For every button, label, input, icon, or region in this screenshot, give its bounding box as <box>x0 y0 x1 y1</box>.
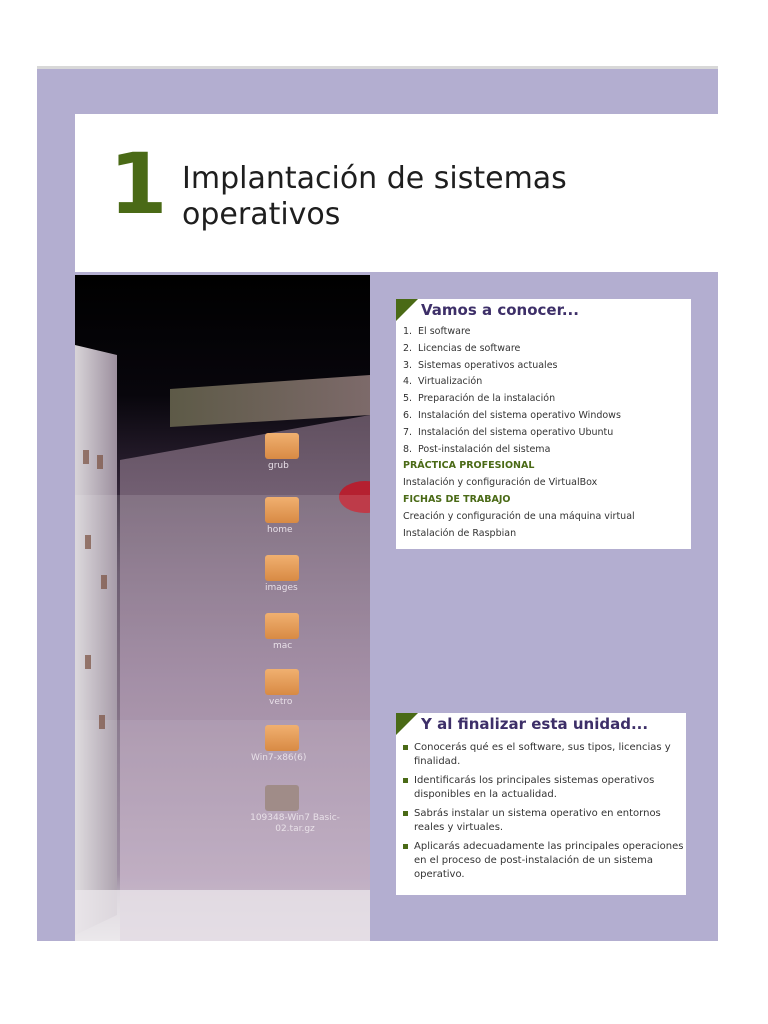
list-item: Identificarás los principales sistemas operativos disponibles en la actualidad. <box>402 774 684 802</box>
folder-label-win7: Win7-x86(6) <box>251 753 307 763</box>
folder-label-vetro: vetro <box>269 697 293 707</box>
list-item: 1. El software <box>403 326 471 337</box>
green-flag-icon <box>396 713 418 735</box>
practica-text: Instalación y configuración de VirtualBox <box>403 477 598 489</box>
list-item: 8. Post-instalación del sistema <box>403 443 551 455</box>
folder-label-grub: grub <box>268 461 289 471</box>
chapter-title <box>182 161 652 233</box>
objectives-title: Y al finalizar esta unidad... <box>421 715 649 733</box>
bullet-square-icon <box>403 745 408 750</box>
bullet-square-icon <box>403 778 408 783</box>
cover-photo <box>75 275 370 941</box>
green-flag-icon <box>396 299 418 321</box>
list-item: 2. Licencias de software <box>403 342 521 354</box>
objectives-box <box>396 713 686 895</box>
folder-label-mac: mac <box>273 641 293 651</box>
chapter-title-line2: operativos <box>182 197 341 232</box>
list-item: 7. Instalación del sistema operativo Ubuntu <box>403 426 614 438</box>
bullet-square-icon <box>403 811 408 816</box>
topics-list <box>403 324 688 542</box>
fichas-item: Instalación de Raspbian <box>403 527 517 539</box>
list-item: Conocerás qué es el software, sus tipos, licencias y finalidad. <box>402 741 684 769</box>
list-item: Sabrás instalar un sistema operativo en entornos reales y virtuales. <box>402 807 684 835</box>
desktop-cube-illustration <box>75 275 370 941</box>
objectives-header <box>396 713 686 737</box>
book-page <box>37 66 718 941</box>
learning-topics-title: Vamos a conocer... <box>421 301 579 319</box>
list-item: 3. Sistemas operativos actuales <box>403 359 558 371</box>
folder-label-home: home <box>267 525 293 535</box>
list-item: 6. Instalación del sistema operativo Windows <box>403 409 621 421</box>
fichas-item: Creación y configuración de una máquina virtual <box>403 510 635 522</box>
objectives-list <box>402 741 684 887</box>
folder-label-archive: 109348-Win7 Basic-02.tar.gz <box>250 813 340 834</box>
folder-label-images: images <box>265 583 298 593</box>
practica-label: PRÁCTICA PROFESIONAL <box>403 460 535 472</box>
chapter-number: 1 <box>109 135 165 233</box>
fichas-label: FICHAS DE TRABAJO <box>403 493 511 505</box>
list-item: 5. Preparación de la instalación <box>403 393 556 405</box>
bullet-square-icon <box>403 844 408 849</box>
list-item: Aplicarás adecuadamente las principales operaciones en el proceso de post-instalación de un sistema operativo. <box>402 840 684 882</box>
learning-topics-header <box>396 299 691 323</box>
list-item: 4. Virtualización <box>403 376 483 388</box>
chapter-title-line1: Implantación de sistemas <box>182 161 567 196</box>
learning-topics-box <box>396 299 691 549</box>
